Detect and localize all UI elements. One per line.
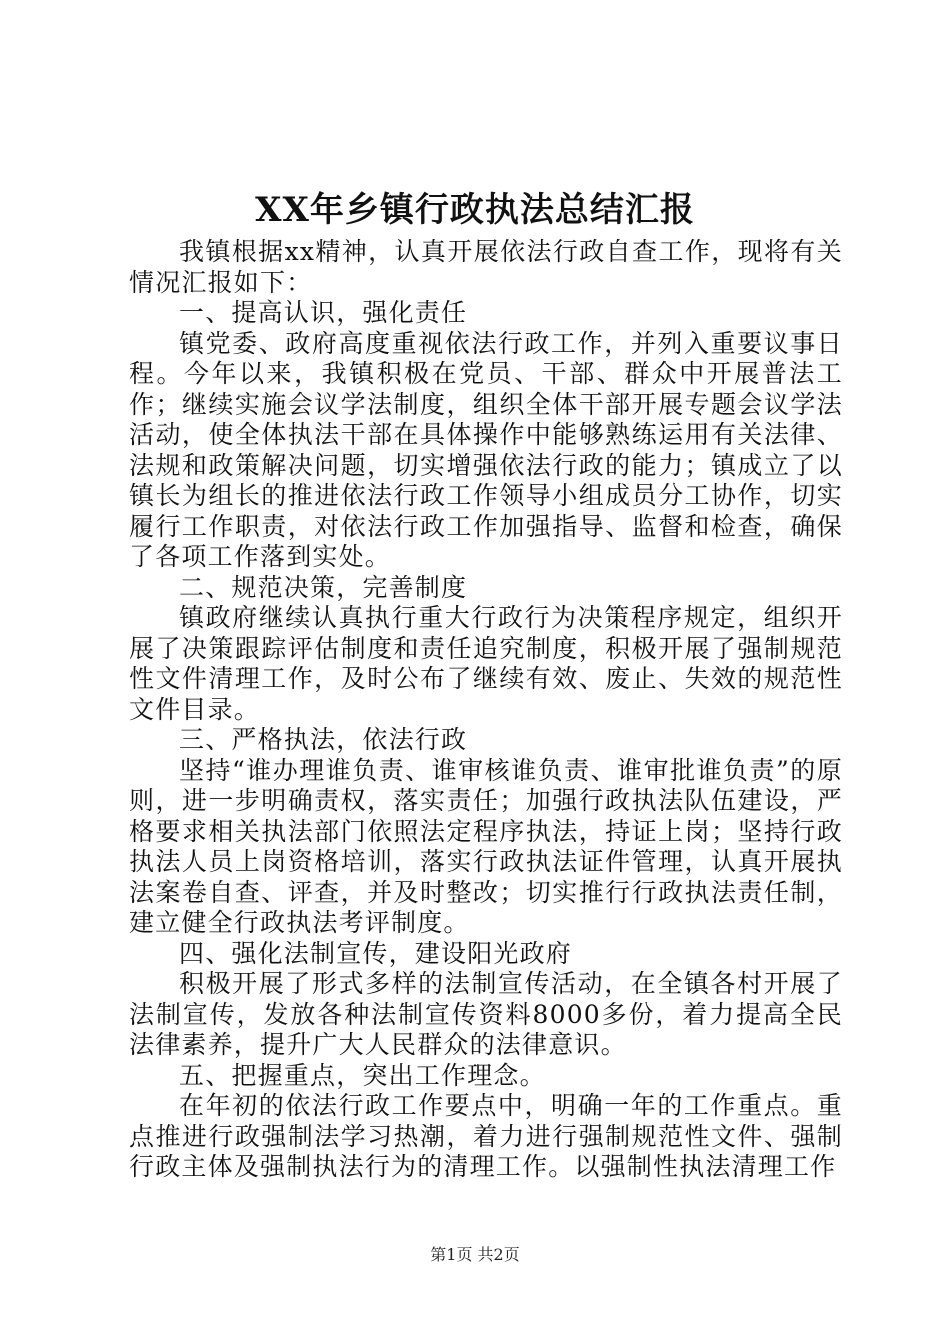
section-heading-4: 四、强化法制宣传，建设阳光政府 [179, 938, 573, 968]
section-heading-2: 二、规范决策，完善制度 [179, 572, 468, 602]
page-footer: 第1页 共2页 [430, 1245, 520, 1264]
section-heading-1: 一、提高认识，强化责任 [179, 298, 468, 327]
section-heading-5: 五、把握重点，突出工作理念。 [179, 1060, 546, 1090]
section-body-2: 镇政府继续认真执行重大行政行为决策程序规定，组织开展了决策跟踪评估制度和责任追究制度，积极开展了强制规范性文件清理工作，及时公布了继续有效、废止、失效的规范性文件目录。 [129, 603, 843, 724]
document-body [129, 237, 843, 1183]
section-body-3: 坚持“谁办理谁负责、谁审核谁负责、谁审批谁负责”的原则，进一步明确责权，落实责任；加强行政执法队伍建设，严格要求相关执法部门依照法定程序执法，持证上岗；坚持行政执法人员上岗资格培训，落实行政执法证件管理，认真开展执法案卷自查、评查，并及时整改；切实推行行政执法责任制，建立健全行政执法考评制度。 [129, 755, 843, 937]
page-title: XX年乡镇行政执法总结汇报 [255, 190, 695, 230]
section-body-5: 在年初的依法行政工作要点中，明确一年的工作重点。重点推进行政强制法学习热潮，着力进行强制规范性文件、强制行政主体及强制执法行为的清理工作。以强制性执法清理工作 [129, 1091, 843, 1181]
section-heading-3: 三、严格执法，依法行政 [179, 725, 468, 754]
section-body-1: 镇党委、政府高度重视依法行政工作，并列入重要议事日程。今年以来，我镇积极在党员、干部、群众中开展普法工作；继续实施会议学法制度，组织全体干部开展专题会议学法活动，使全体执法干部在具体操作中能够熟练运用有关法律、法规和政策解决问题，切实增强依法行政的能力；镇成立了以镇长为组长的推进依法行政工作领导小组成员分工协作，切实履行工作职责，对依法行政工作加强指导、监督和检查，确保了各项工作落到实处。 [129, 328, 843, 571]
intro-paragraph: 我镇根据xx精神，认真开展依法行政自查工作，现将有关情况汇报如下： [129, 237, 843, 297]
section-body-4: 积极开展了形式多样的法制宣传活动，在全镇各村开展了法制宣传，发放各种法制宣传资料8000多份，着力提高全民法律素养，提升广大人民群众的法律意识。 [129, 969, 843, 1059]
